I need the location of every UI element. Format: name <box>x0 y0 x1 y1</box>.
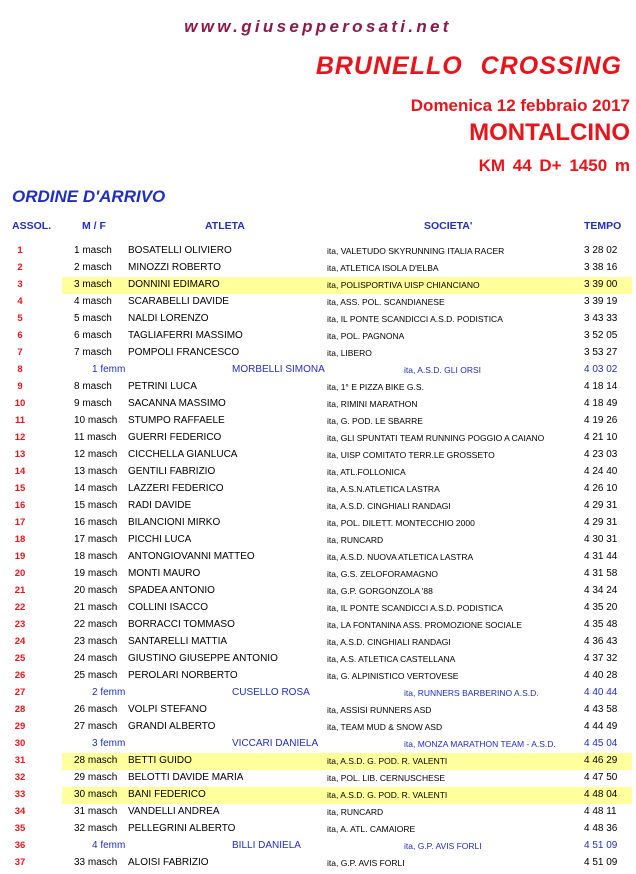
category-cell: 24 masch <box>74 653 118 664</box>
athlete-cell: BETTI GUIDO <box>128 755 192 766</box>
athlete-cell: CICCHELLA GIANLUCA <box>128 449 238 460</box>
position-cell: 32 <box>14 772 26 783</box>
category-cell: 13 masch <box>74 466 118 477</box>
position-cell: 37 <box>14 857 26 868</box>
athlete-cell: BILLI DANIELA <box>232 840 301 851</box>
athlete-cell: POMPOLI FRANCESCO <box>128 347 240 358</box>
category-cell: 3 masch <box>74 279 112 290</box>
category-cell: 23 masch <box>74 636 118 647</box>
time-cell: 4 03 02 <box>584 364 618 375</box>
athlete-cell: GENTILI FABRIZIO <box>128 466 216 477</box>
time-cell: 4 30 31 <box>584 534 618 545</box>
position-cell: 12 <box>14 432 26 443</box>
category-cell: 25 masch <box>74 670 118 681</box>
category-cell: 30 masch <box>74 789 118 800</box>
athlete-cell: MORBELLI SIMONA <box>232 364 325 375</box>
position-cell: 5 <box>17 313 23 324</box>
society-cell: ita, A.S.D. CINGHIALI RANDAGI <box>327 501 451 511</box>
table-row <box>0 464 636 481</box>
athlete-cell: BANI FEDERICO <box>128 789 206 800</box>
society-cell: ita, IL PONTE SCANDICCI A.S.D. PODISTICA <box>327 314 503 324</box>
time-cell: 4 48 36 <box>584 823 618 834</box>
table-row <box>0 430 636 447</box>
table-row <box>0 600 636 617</box>
table-row <box>0 838 636 855</box>
time-cell: 4 24 40 <box>584 466 618 477</box>
society-cell: ita, G.P. AVIS FORLI <box>327 858 405 868</box>
athlete-cell: ALOISI FABRIZIO <box>128 857 209 868</box>
society-cell: ita, RUNCARD <box>327 535 384 545</box>
athlete-cell: BORRACCI TOMMASO <box>128 619 235 630</box>
column-header-atleta: ATLETA <box>205 220 245 232</box>
athlete-cell: PETRINI LUCA <box>128 381 197 392</box>
society-cell: ita, A.S.D. GLI ORSI <box>404 365 481 375</box>
position-cell: 3 <box>17 279 23 290</box>
time-cell: 4 45 04 <box>584 738 618 749</box>
athlete-cell: GRANDI ALBERTO <box>128 721 216 732</box>
athlete-cell: VOLPI STEFANO <box>128 704 207 715</box>
time-cell: 4 19 26 <box>584 415 618 426</box>
table-row <box>0 515 636 532</box>
society-cell: ita, UISP COMITATO TERR.LE GROSSETO <box>327 450 495 460</box>
athlete-cell: SACANNA MASSIMO <box>128 398 226 409</box>
society-cell: ita, POL. LIB. CERNUSCHESE <box>327 773 446 783</box>
table-row <box>0 685 636 702</box>
position-cell: 31 <box>14 755 26 766</box>
category-cell: 18 masch <box>74 551 118 562</box>
society-cell: ita, A.S.D. NUOVA ATLETICA LASTRA <box>327 552 474 562</box>
table-row <box>0 362 636 379</box>
position-cell: 30 <box>14 738 26 749</box>
athlete-cell: PICCHI LUCA <box>128 534 192 545</box>
category-cell: 1 femm <box>92 364 126 375</box>
time-cell: 4 26 10 <box>584 483 618 494</box>
society-cell: ita, ATLETICA ISOLA D'ELBA <box>327 263 439 273</box>
position-cell: 28 <box>14 704 26 715</box>
time-cell: 3 39 19 <box>584 296 618 307</box>
column-header-tempo: TEMPO <box>584 220 622 232</box>
time-cell: 3 39 00 <box>584 279 618 290</box>
table-row <box>0 549 636 566</box>
time-cell: 3 52 05 <box>584 330 618 341</box>
position-cell: 27 <box>14 687 26 698</box>
category-cell: 21 masch <box>74 602 118 613</box>
table-row <box>0 481 636 498</box>
category-cell: 33 masch <box>74 857 118 868</box>
race-city: MONTALCINO <box>469 119 630 146</box>
table-row <box>0 396 636 413</box>
athlete-cell: GUERRI FEDERICO <box>128 432 222 443</box>
category-cell: 32 masch <box>74 823 118 834</box>
time-cell: 4 31 44 <box>584 551 618 562</box>
table-row <box>0 855 636 872</box>
time-cell: 4 43 58 <box>584 704 618 715</box>
athlete-cell: PELLEGRINI ALBERTO <box>128 823 236 834</box>
category-cell: 20 masch <box>74 585 118 596</box>
category-cell: 3 femm <box>92 738 126 749</box>
category-cell: 4 masch <box>74 296 112 307</box>
position-cell: 25 <box>14 653 26 664</box>
athlete-cell: SCARABELLI DAVIDE <box>128 296 229 307</box>
time-cell: 4 37 32 <box>584 653 618 664</box>
society-cell: ita, A.S.N.ATLETICA LASTRA <box>327 484 440 494</box>
category-cell: 28 masch <box>74 755 118 766</box>
position-cell: 10 <box>14 398 26 409</box>
category-cell: 27 masch <box>74 721 118 732</box>
time-cell: 4 40 44 <box>584 687 618 698</box>
table-row <box>0 583 636 600</box>
athlete-cell: BOSATELLI OLIVIERO <box>128 245 232 256</box>
society-cell: ita, ATL.FOLLONICA <box>327 467 406 477</box>
table-row <box>0 345 636 362</box>
category-cell: 16 masch <box>74 517 118 528</box>
table-row <box>0 719 636 736</box>
athlete-cell: CUSELLO ROSA <box>232 687 310 698</box>
category-cell: 12 masch <box>74 449 118 460</box>
society-cell: ita, MONZA MARATHON TEAM - A.S.D. <box>404 739 556 749</box>
athlete-cell: BILANCIONI MIRKO <box>128 517 221 528</box>
position-cell: 33 <box>14 789 26 800</box>
position-cell: 13 <box>14 449 26 460</box>
table-row <box>0 413 636 430</box>
time-cell: 4 29 31 <box>584 500 618 511</box>
time-cell: 4 35 48 <box>584 619 618 630</box>
table-row <box>0 498 636 515</box>
table-row <box>0 260 636 277</box>
race-title: BRUNELLO CROSSING <box>315 52 622 80</box>
athlete-cell: LAZZERI FEDERICO <box>128 483 224 494</box>
athlete-cell: NALDI LORENZO <box>128 313 209 324</box>
site-url: www.giusepperosati.net <box>184 17 452 36</box>
table-row <box>0 328 636 345</box>
position-cell: 29 <box>14 721 26 732</box>
table-row <box>0 770 636 787</box>
athlete-cell: MONTI MAURO <box>128 568 201 579</box>
table-row <box>0 821 636 838</box>
position-cell: 6 <box>17 330 23 341</box>
position-cell: 21 <box>14 585 26 596</box>
position-cell: 22 <box>14 602 26 613</box>
time-cell: 3 53 27 <box>584 347 618 358</box>
athlete-cell: DONNINI EDIMARO <box>128 279 220 290</box>
time-cell: 3 43 33 <box>584 313 618 324</box>
position-cell: 19 <box>14 551 26 562</box>
time-cell: 4 35 20 <box>584 602 618 613</box>
category-cell: 22 masch <box>74 619 118 630</box>
society-cell: ita, G.P. GORGONZOLA '88 <box>327 586 433 596</box>
position-cell: 8 <box>17 364 23 375</box>
position-cell: 36 <box>14 840 26 851</box>
table-row <box>0 804 636 821</box>
position-cell: 15 <box>14 483 26 494</box>
society-cell: ita, IL PONTE SCANDICCI A.S.D. PODISTICA <box>327 603 503 613</box>
athlete-cell: ANTONGIOVANNI MATTEO <box>128 551 255 562</box>
category-cell: 5 masch <box>74 313 112 324</box>
time-cell: 4 48 11 <box>584 806 617 817</box>
society-cell: ita, A.S.D. G. POD. R. VALENTI <box>327 756 448 766</box>
table-row <box>0 702 636 719</box>
position-cell: 9 <box>17 381 23 392</box>
society-cell: ita, G. POD. LE SBARRE <box>327 416 423 426</box>
time-cell: 4 40 28 <box>584 670 618 681</box>
race-date: Domenica 12 febbraio 2017 <box>410 96 630 115</box>
position-cell: 34 <box>14 806 26 817</box>
time-cell: 4 48 04 <box>584 789 618 800</box>
position-cell: 16 <box>14 500 26 511</box>
table-row <box>0 651 636 668</box>
table-row <box>0 532 636 549</box>
athlete-cell: SANTARELLI MATTIA <box>128 636 228 647</box>
category-cell: 19 masch <box>74 568 118 579</box>
table-row <box>0 566 636 583</box>
society-cell: ita, TEAM MUD & SNOW ASD <box>327 722 443 732</box>
column-header-mf: M / F <box>82 220 106 232</box>
position-cell: 23 <box>14 619 26 630</box>
athlete-cell: STUMPO RAFFAELE <box>128 415 225 426</box>
time-cell: 4 36 43 <box>584 636 618 647</box>
society-cell: ita, A.S.D. CINGHIALI RANDAGI <box>327 637 451 647</box>
society-cell: ita, POL. DILETT. MONTECCHIO 2000 <box>327 518 475 528</box>
society-cell: ita, VALETUDO SKYRUNNING ITALIA RACER <box>327 246 505 256</box>
position-cell: 11 <box>14 415 26 426</box>
society-cell: ita, POL. PAGNONA <box>327 331 405 341</box>
section-title: ORDINE D'ARRIVO <box>12 187 166 206</box>
column-header-assol: ASSOL. <box>12 220 52 232</box>
athlete-cell: TAGLIAFERRI MASSIMO <box>128 330 243 341</box>
society-cell: ita, POLISPORTIVA UISP CHIANCIANO <box>327 280 480 290</box>
table-row <box>0 617 636 634</box>
athlete-cell: PEROLARI NORBERTO <box>128 670 238 681</box>
category-cell: 14 masch <box>74 483 118 494</box>
position-cell: 17 <box>14 517 26 528</box>
position-cell: 26 <box>14 670 26 681</box>
table-row <box>0 634 636 651</box>
society-cell: ita, A.S. ATLETICA CASTELLANA <box>327 654 456 664</box>
category-cell: 7 masch <box>74 347 112 358</box>
athlete-cell: RADI DAVIDE <box>128 500 192 511</box>
society-cell: ita, 1° E PIZZA BIKE G.S. <box>327 382 424 392</box>
position-cell: 18 <box>14 534 26 545</box>
category-cell: 6 masch <box>74 330 112 341</box>
society-cell: ita, A.S.D. G. POD. R. VALENTI <box>327 790 448 800</box>
category-cell: 1 masch <box>74 245 112 256</box>
position-cell: 7 <box>17 347 23 358</box>
table-row <box>0 787 636 804</box>
position-cell: 1 <box>17 245 23 256</box>
position-cell: 35 <box>14 823 26 834</box>
athlete-cell: COLLINI ISACCO <box>128 602 209 613</box>
time-cell: 4 47 50 <box>584 772 618 783</box>
athlete-cell: VANDELLI ANDREA <box>128 806 220 817</box>
position-cell: 4 <box>17 296 23 307</box>
time-cell: 4 23 03 <box>584 449 618 460</box>
category-cell: 26 masch <box>74 704 118 715</box>
society-cell: ita, ASSISI RUNNERS ASD <box>327 705 432 715</box>
society-cell: ita, RUNCARD <box>327 807 384 817</box>
table-row <box>0 277 636 294</box>
category-cell: 29 masch <box>74 772 118 783</box>
time-cell: 3 28 02 <box>584 245 618 256</box>
time-cell: 3 38 16 <box>584 262 618 273</box>
society-cell: ita, G.P. AVIS FORLI <box>404 841 482 851</box>
time-cell: 4 21 10 <box>584 432 618 443</box>
time-cell: 4 46 29 <box>584 755 618 766</box>
time-cell: 4 51 09 <box>584 840 618 851</box>
society-cell: ita, G.S. ZELOFORAMAGNO <box>327 569 438 579</box>
category-cell: 11 masch <box>74 432 117 443</box>
position-cell: 14 <box>14 466 26 477</box>
athlete-cell: GIUSTINO GIUSEPPE ANTONIO <box>128 653 278 664</box>
category-cell: 2 femm <box>92 687 126 698</box>
column-header-societa: SOCIETA' <box>424 220 473 232</box>
society-cell: ita, LA FONTANINA ASS. PROMOZIONE SOCIALE <box>327 620 522 630</box>
athlete-cell: BELOTTI DAVIDE MARIA <box>128 772 244 783</box>
category-cell: 9 masch <box>74 398 112 409</box>
time-cell: 4 18 14 <box>584 381 618 392</box>
category-cell: 17 masch <box>74 534 118 545</box>
category-cell: 10 masch <box>74 415 118 426</box>
race-distance: KM 44 D+ 1450 m <box>478 156 630 175</box>
time-cell: 4 31 58 <box>584 568 618 579</box>
society-cell: ita, G. ALPINISTICO VERTOVESE <box>327 671 459 681</box>
athlete-cell: VICCARI DANIELA <box>232 738 319 749</box>
table-row <box>0 311 636 328</box>
society-cell: ita, GLI SPUNTATI TEAM RUNNING POGGIO A CAIANO <box>327 433 545 443</box>
society-cell: ita, LIBERO <box>327 348 372 358</box>
time-cell: 4 29 31 <box>584 517 618 528</box>
position-cell: 24 <box>14 636 26 647</box>
position-cell: 2 <box>17 262 23 273</box>
society-cell: ita, ASS. POL. SCANDIANESE <box>327 297 445 307</box>
athlete-cell: SPADEA ANTONIO <box>128 585 215 596</box>
time-cell: 4 34 24 <box>584 585 618 596</box>
society-cell: ita, RUNNERS BARBERINO A.S.D. <box>404 688 539 698</box>
table-row <box>0 753 636 770</box>
table-row <box>0 243 636 260</box>
category-cell: 8 masch <box>74 381 112 392</box>
society-cell: ita, RIMINI MARATHON <box>327 399 418 409</box>
table-row <box>0 736 636 753</box>
society-cell: ita, A. ATL. CAMAIORE <box>327 824 416 834</box>
athlete-cell: MINOZZI ROBERTO <box>128 262 221 273</box>
time-cell: 4 18 49 <box>584 398 618 409</box>
table-row <box>0 294 636 311</box>
table-row <box>0 668 636 685</box>
category-cell: 4 femm <box>92 840 126 851</box>
time-cell: 4 51 09 <box>584 857 618 868</box>
category-cell: 31 masch <box>74 806 118 817</box>
position-cell: 20 <box>14 568 26 579</box>
category-cell: 15 masch <box>74 500 118 511</box>
table-row <box>0 379 636 396</box>
time-cell: 4 44 49 <box>584 721 618 732</box>
table-row <box>0 447 636 464</box>
category-cell: 2 masch <box>74 262 112 273</box>
